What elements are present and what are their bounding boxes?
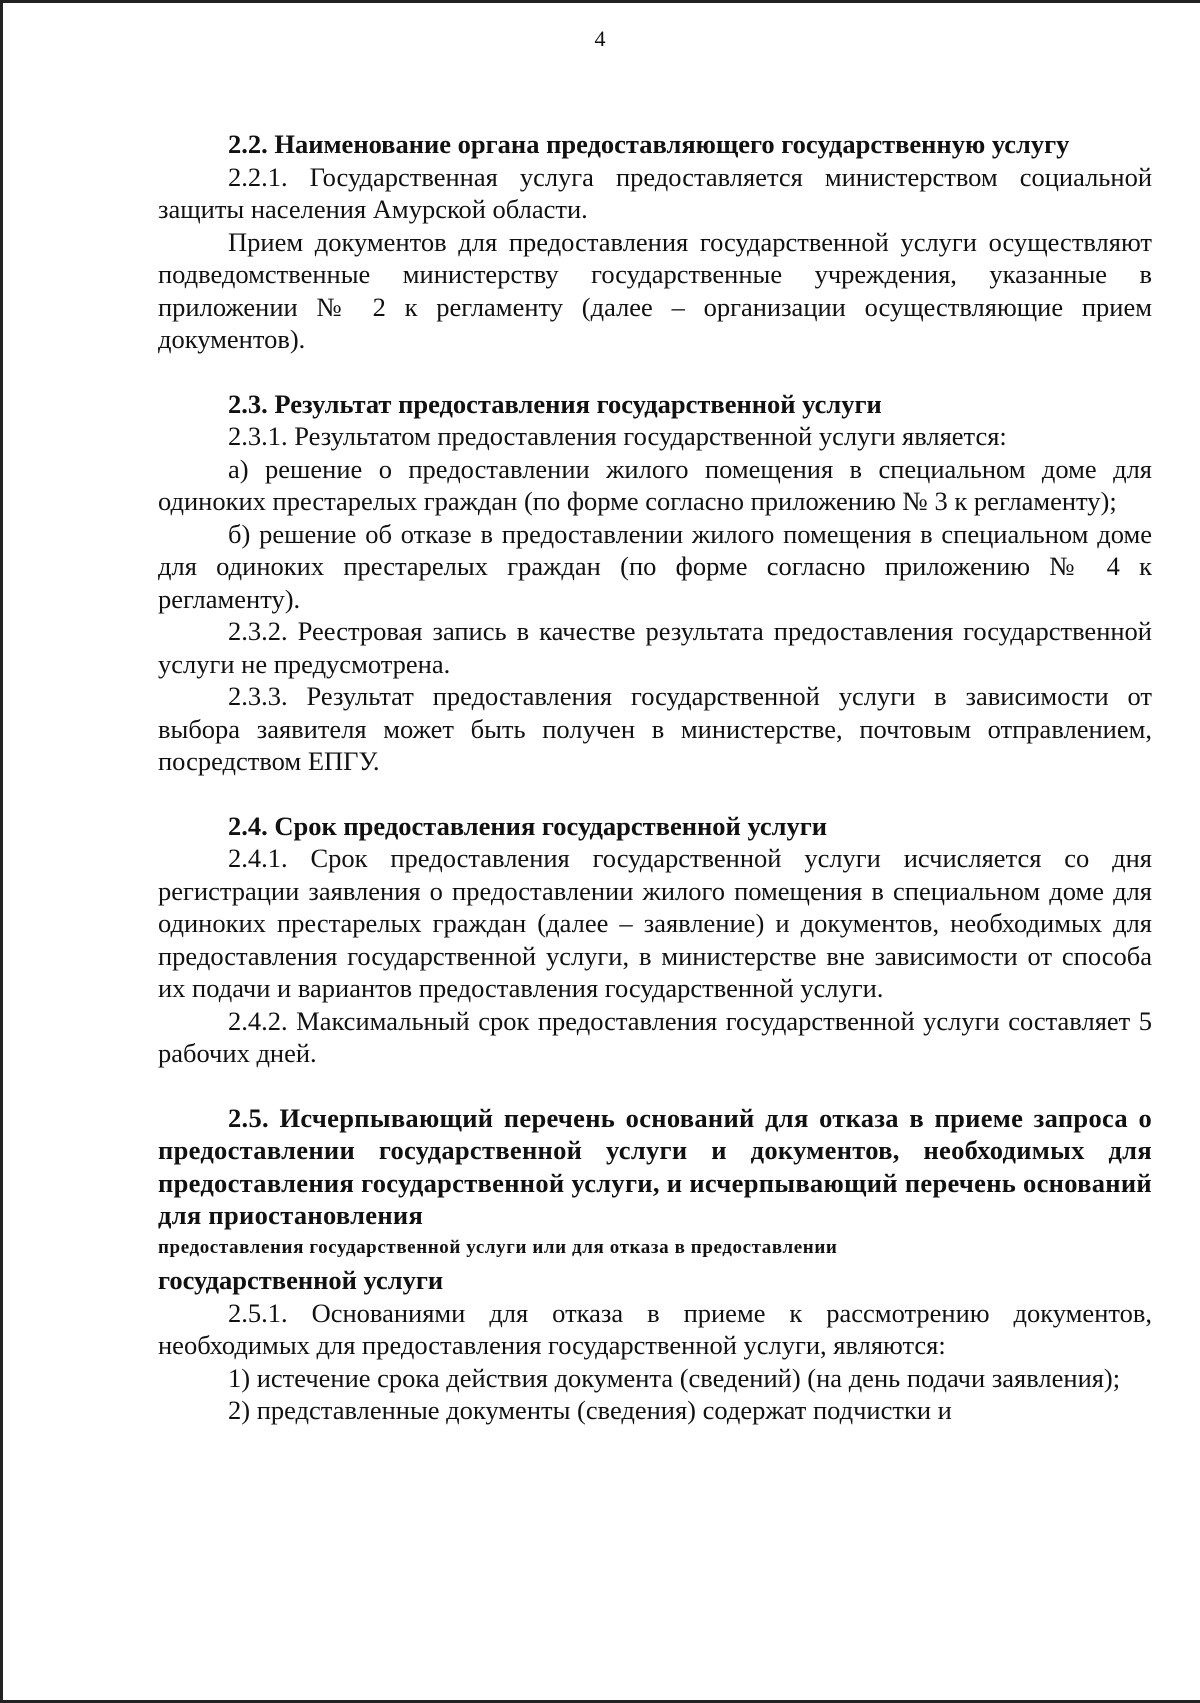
section-2-3-paragraph-1: 2.3.1. Результатом предоставления государственной услуги является: — [228, 421, 1007, 451]
section-2-3-item-a: а) решение о предоставлении жилого помещения в специальном доме для одиноких престарелых граждан (по форме согласно приложению № 3 к регламенту); — [158, 453, 1152, 516]
section-2-5-heading-small-line: предоставления государственной услуги или для отказа в предоставлении — [158, 1236, 838, 1258]
section-2-4-paragraph-1: 2.4.1. Срок предоставления государственной услуги исчисляется со дня регистрации заявления о предоставлении жилого помещения в специальном доме для одиноких престарелых граждан (далее – заявление) и документов, необходимых для предоставления государственной услуги, в министерстве вне зависимости от способа их подачи и вариантов предоставления государственной услуги. — [158, 843, 1152, 1003]
section-2-4-heading: 2.4. Срок предоставления государственной услуги — [228, 810, 828, 841]
section-2-2 — [158, 128, 1152, 356]
section-2-3-item-b: б) решение об отказе в предоставлении жилого помещения в специальном доме для одиноких престарелых граждан (по форме согласно приложению № 4 к регламенту). — [158, 518, 1152, 614]
section-2-3-heading: 2.3. Результат предоставления государственной услуги — [228, 388, 882, 419]
section-2-4 — [158, 810, 1152, 1070]
scan-edge-left — [0, 0, 3, 1703]
section-2-2-heading: 2.2. Наименование органа предоставляющего государственную услугу — [228, 129, 1070, 159]
section-2-3-paragraph-2: 2.3.2. Реестровая запись в качестве результата предоставления государственной услуги не предусмотрена. — [158, 616, 1152, 679]
section-2-5 — [158, 1102, 1152, 1427]
page-number: 4 — [594, 26, 606, 51]
document-body — [158, 128, 1152, 1427]
section-2-5-heading: 2.5. Исчерпывающий перечень оснований для отказа в приеме запроса о предоставлении государственной услуги и документов, необходимых для предоставления государственной услуги, и исчерпывающий перечень оснований для приостановления — [158, 1102, 1152, 1230]
section-2-2-paragraph-1: 2.2.1. Государственная услуга предоставляется министерством социальной защиты населения Амурской области. — [158, 161, 1152, 224]
section-2-3 — [158, 388, 1152, 778]
scan-edge-top — [0, 0, 1200, 3]
section-2-2-paragraph-2: Прием документов для предоставления государственной услуги осуществляют подведомственные министерству государственные учреждения, указанные в приложении № 2 к регламенту (далее – организации осуществляющие прием документов). — [158, 226, 1152, 354]
section-2-5-item-1: 1) истечение срока действия документа (сведений) (на день подачи заявления); — [228, 1362, 1121, 1393]
section-2-5-heading-end: государственной услуги — [158, 1265, 444, 1295]
section-2-3-paragraph-3: 2.3.3. Результат предоставления государственной услуги в зависимости от выбора заявителя может быть получен в министерстве, почтовым отправлением, посредством ЕПГУ. — [158, 681, 1152, 776]
section-2-4-paragraph-2: 2.4.2. Максимальный срок предоставления государственной услуги составляет 5 рабочих дней. — [158, 1005, 1152, 1068]
section-2-5-paragraph-1: 2.5.1. Основаниями для отказа в приеме к рассмотрению документов, необходимых для предоставления государственной услуги, являются: — [158, 1297, 1152, 1360]
section-2-5-item-2: 2) представленные документы (сведения) содержат подчистки и — [228, 1395, 952, 1425]
